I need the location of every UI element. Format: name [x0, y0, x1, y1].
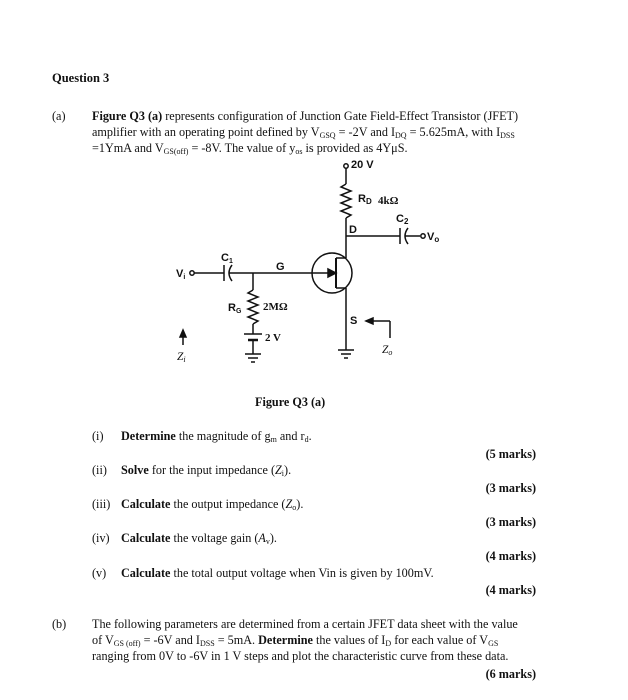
bias-label: 2 V — [265, 332, 281, 344]
subq-4-num: (iv) — [92, 531, 110, 545]
subq-1-rest-b: and r — [276, 429, 305, 443]
vi-terminal — [190, 271, 194, 275]
subq-1-rest-a: the magnitude of g — [175, 429, 271, 443]
part-b-line-2 — [92, 632, 552, 648]
part-b-sub-gsoff: GS (off) — [113, 639, 141, 648]
rg-value: 2MΩ — [263, 301, 288, 313]
subq-4-text — [121, 530, 277, 546]
subq-1-sub-b: d — [304, 435, 309, 444]
drain-label: D — [349, 224, 357, 236]
subq-2-num: (ii) — [92, 463, 107, 477]
sub-os: os — [295, 147, 303, 156]
c2-label: C2 — [396, 213, 409, 226]
figure-reference: Figure Q3 (a) — [92, 109, 163, 123]
gate-arrow-icon — [328, 269, 336, 277]
vi-label: Vi — [176, 268, 186, 281]
rd-resistor — [341, 184, 351, 218]
rd-label: RD — [358, 193, 372, 206]
part-b-sub-d: D — [385, 639, 392, 648]
vo-label: Vo — [427, 231, 440, 244]
subq-3-marks: (3 marks) — [485, 515, 536, 529]
subq-2-ital: Z — [275, 463, 282, 477]
rg-resistor — [248, 290, 258, 324]
gate-label: G — [276, 261, 285, 273]
rd-value: 4kΩ — [378, 195, 399, 207]
c1-label: C1 — [221, 252, 233, 265]
part-b-marks: (6 marks) — [485, 667, 536, 681]
part-b-text — [92, 616, 552, 664]
subq-4-rest-b: ). — [269, 531, 277, 545]
zo-arrow-icon — [366, 318, 373, 324]
zo-label: Zo — [382, 344, 393, 357]
source-label: S — [350, 315, 358, 327]
subq-4-sub: v — [265, 537, 270, 546]
supply-label: 20 V — [351, 159, 374, 171]
part-b-label: (b) — [52, 617, 67, 631]
subq-1-verb: Determine — [121, 429, 176, 443]
subq-4-ital: A — [258, 531, 266, 545]
intro-text-2a: amplifier with an operating point defined by V — [92, 125, 320, 139]
part-b-sub-gs: GS — [488, 639, 499, 648]
intro-text-1: represents configuration of Junction Gate Field-Effect Transistor (JFET) — [162, 109, 519, 123]
subq-1-text — [121, 428, 312, 444]
vo-terminal — [421, 234, 425, 238]
subq-3-text — [121, 496, 303, 512]
part-b-text-2b: = -6V and I — [140, 633, 200, 647]
subq-1-rest-c: . — [308, 429, 312, 443]
intro-text-3c: is provided as 4YμS. — [302, 141, 408, 155]
subq-3-num: (iii) — [92, 497, 111, 511]
subq-1-num: (i) — [92, 429, 104, 443]
subq-3-verb: Calculate — [121, 497, 171, 511]
intro-text-3b: = -8V. The value of y — [188, 141, 296, 155]
rg-label: RG — [228, 302, 242, 315]
figure-caption: Figure Q3 (a) — [255, 395, 326, 409]
zi-arrow-icon — [180, 330, 186, 337]
subq-3-rest-b: ). — [296, 497, 304, 511]
part-b-text-2d: the values of I — [312, 633, 386, 647]
subq-1-sub-a: m — [270, 435, 277, 444]
subq-5-marks: (4 marks) — [485, 583, 536, 597]
subq-5-rest-a: the total output voltage when Vin is given by 100mV. — [170, 566, 434, 580]
question-title: Question 3 — [52, 71, 110, 85]
subq-2-text — [121, 462, 291, 478]
subq-5-num: (v) — [92, 566, 107, 580]
intro-text-2c: = 5.625mA, with I — [406, 125, 501, 139]
part-b-text-2a: of V — [92, 633, 114, 647]
subq-2-sub: i — [281, 469, 285, 478]
subq-5-verb: Calculate — [121, 566, 171, 580]
part-b-verb: Determine — [258, 633, 313, 647]
part-b-line-1: The following parameters are determined from a certain JFET data sheet with the value — [92, 617, 518, 631]
subq-3-sub: o — [292, 503, 297, 512]
intro-text-2b: = -2V and I — [335, 125, 396, 139]
subq-2-verb: Solve — [121, 463, 149, 477]
subq-2-marks: (3 marks) — [485, 481, 536, 495]
supply-node — [344, 164, 348, 168]
part-b-text-2e: for each value of V — [391, 633, 489, 647]
subq-2-rest-a: for the input impedance ( — [148, 463, 275, 477]
part-b-sub-dss: DSS — [199, 639, 215, 648]
subq-4-rest-a: the voltage gain ( — [170, 531, 259, 545]
subq-3-rest-a: the output impedance ( — [170, 497, 286, 511]
part-b-line-3: ranging from 0V to -6V in 1 V steps and plot the characteristic curve from these data. — [92, 649, 509, 663]
sub-gsoff: GS(off) — [163, 147, 189, 156]
subq-4-verb: Calculate — [121, 531, 171, 545]
subq-3-ital: Z — [285, 497, 293, 511]
subq-2-rest-b: ). — [284, 463, 292, 477]
subq-4-marks: (4 marks) — [485, 549, 536, 563]
sub-dq: DQ — [395, 131, 407, 140]
sub-dss: DSS — [500, 131, 515, 140]
zi-label: Zi — [177, 351, 186, 364]
part-a-label: (a) — [52, 109, 66, 123]
part-b-text-2c: = 5mA. — [214, 633, 259, 647]
sub-gsq: GSQ — [319, 131, 336, 140]
intro-text-3a: =1YmA and V — [92, 141, 164, 155]
subq-5-text — [121, 565, 434, 581]
subq-1-marks: (5 marks) — [485, 447, 536, 461]
